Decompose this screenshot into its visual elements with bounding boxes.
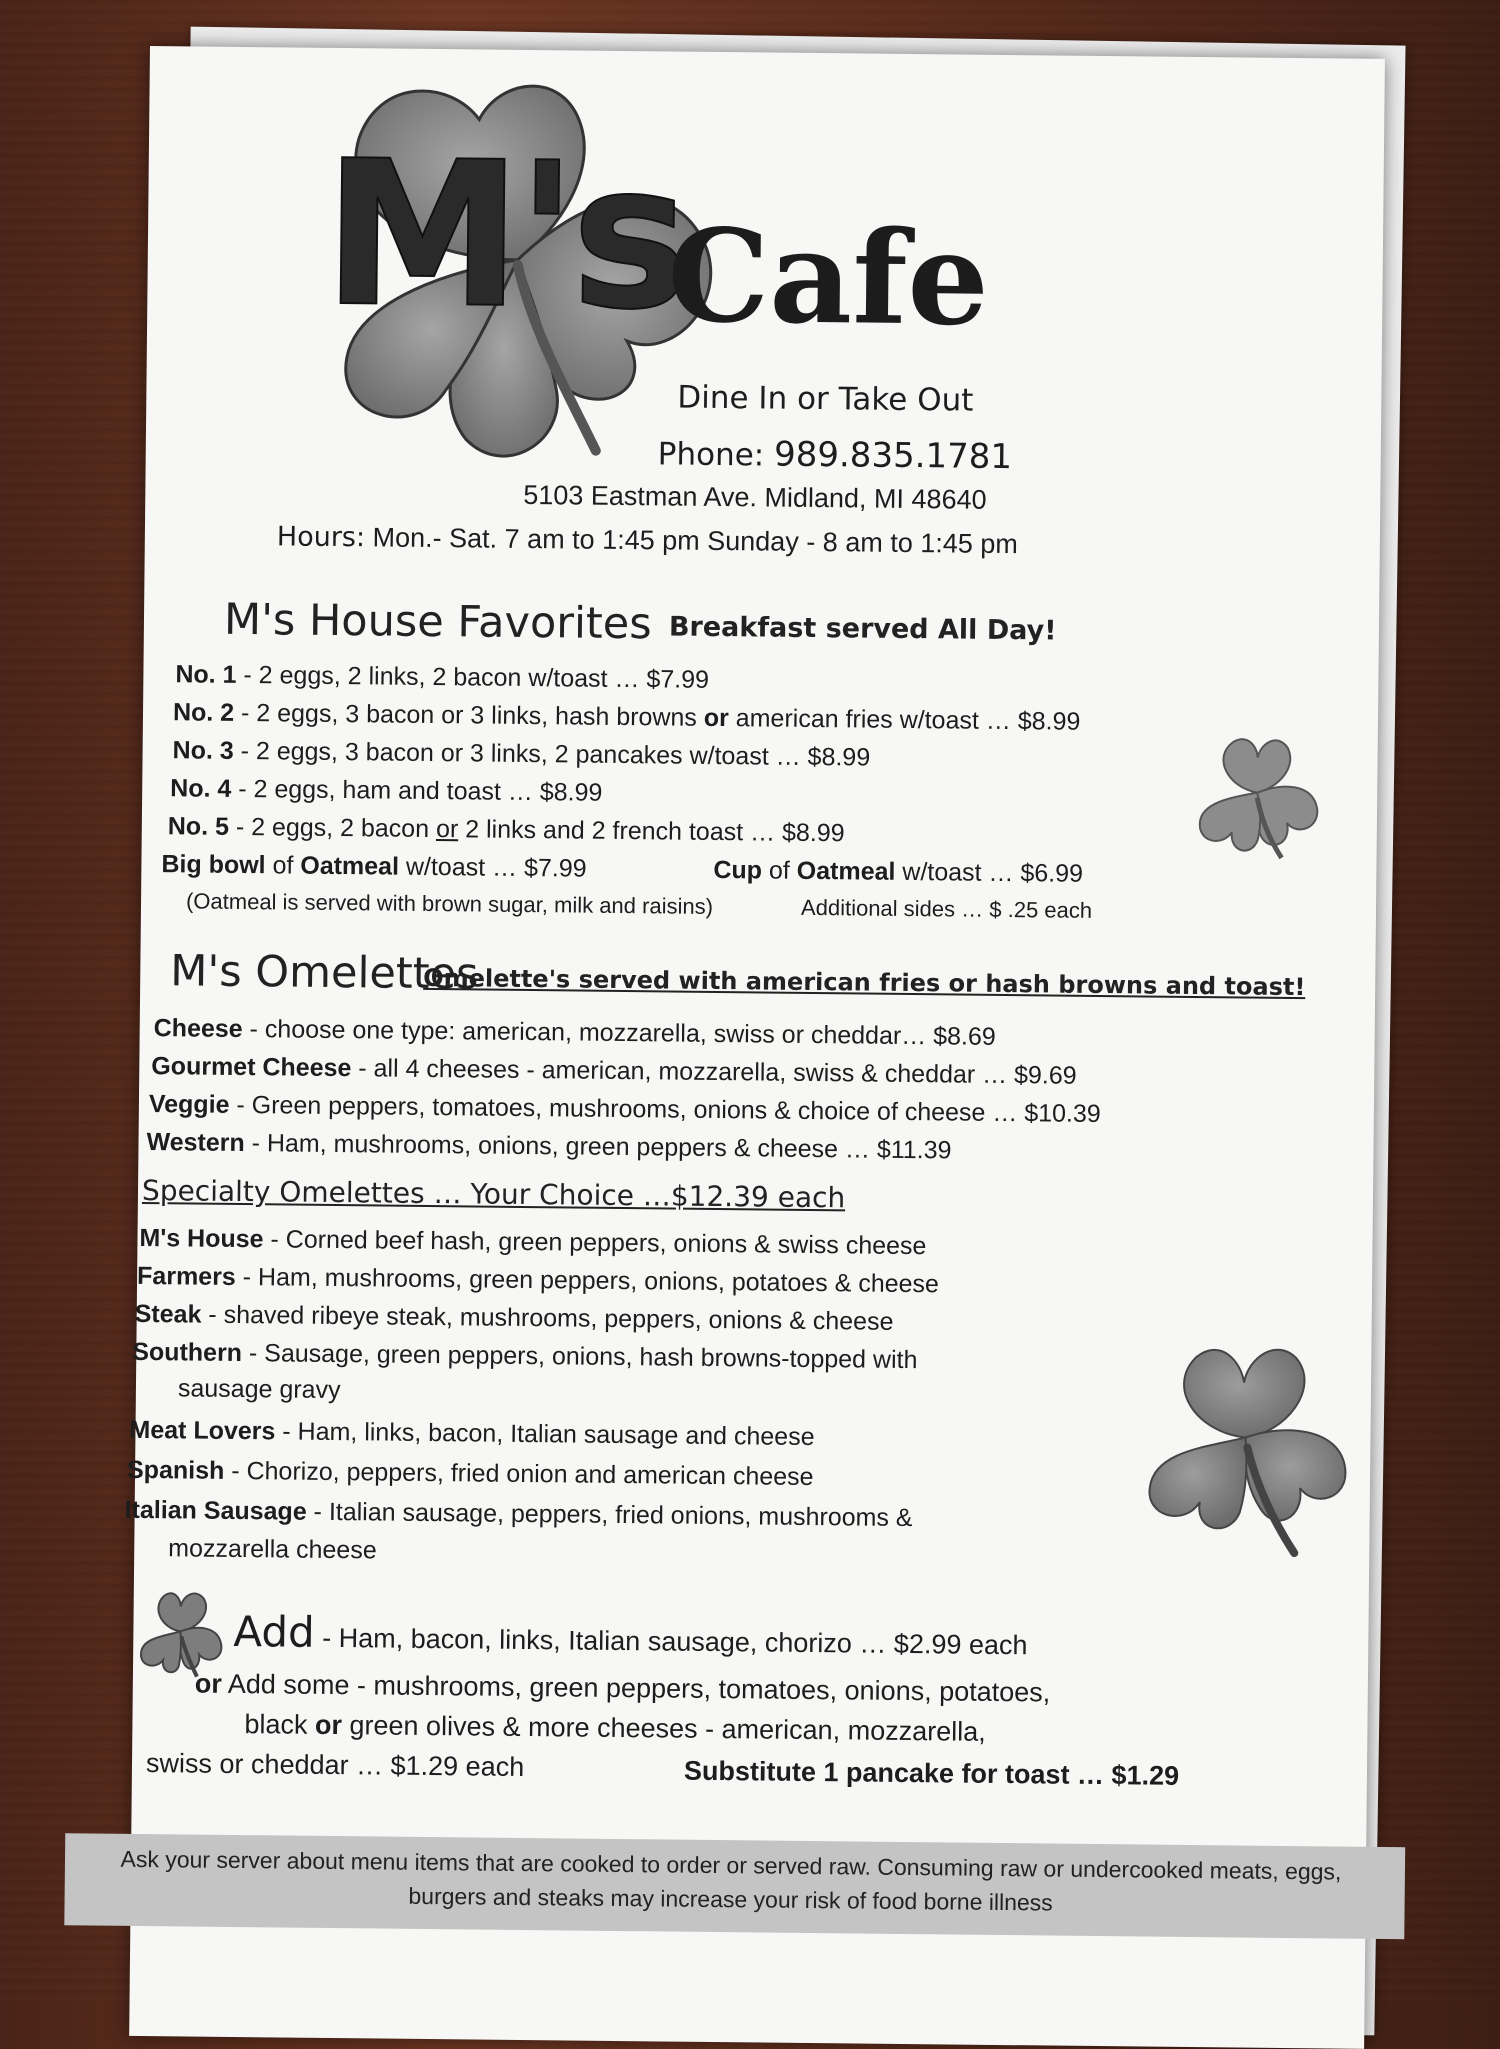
specialty-item-5: Meat Lovers - Ham, links, bacon, Italian sausage and cheese [129, 1415, 815, 1452]
specialty-item-4b: sausage gravy [177, 1374, 341, 1405]
specialty-item-7b: mozzarella cheese [168, 1534, 377, 1565]
omelette-item-2: Gourmet Cheese - all 4 cheeses - american, mozzarella, swiss & cheddar … $9.69 [151, 1052, 1077, 1090]
substitute-line: Substitute 1 pancake for toast … $1.29 [683, 1755, 1180, 1791]
warning-text: Ask your server about menu items that are cooked to order or served raw. Consuming raw or undercooked meats, eggs, burgers and steaks may increase your risk of food borne illness [120, 1845, 1342, 1916]
specialty-item-6: Spanish - Chorizo, peppers, fried onion and american cheese [126, 1455, 814, 1492]
hours-text: Mon.- Sat. 7 am to 1:45 pm Sunday - 8 am to 1:45 pm [372, 522, 1019, 560]
specialty-item-7: Italian Sausage - Italian sausage, peppers, fried onions, mushrooms & [124, 1495, 913, 1533]
olives-line: black or green olives & more cheeses - american, mozzarella, [244, 1709, 986, 1747]
breakfast-note: Breakfast served All Day! [668, 611, 1057, 647]
specialty-item-1: M's House - Corned beef hash, green peppers, onions & swiss cheese [139, 1223, 927, 1261]
add-some-line: or Add some - mushrooms, green peppers, tomatoes, onions, potatoes, [194, 1668, 1051, 1708]
add-line: Add - Ham, bacon, links, Italian sausage, chorizo … $2.99 each [233, 1606, 1028, 1661]
sides-note: Additional sides … $ .25 each [800, 894, 1093, 923]
clover-icon-large [1124, 1336, 1366, 1559]
omelette-item-3: Veggie - Green peppers, tomatoes, mushrooms, onions & choice of cheese … $10.39 [148, 1090, 1101, 1129]
oatmeal-note: (Oatmeal is served with brown sugar, milk and raisins) [185, 888, 714, 919]
logo-text: M's [321, 117, 686, 355]
specialty-item-2: Farmers - Ham, mushrooms, green peppers, onions, potatoes & cheese [136, 1261, 940, 1299]
add-label: Add [233, 1606, 315, 1657]
specialty-title: Specialty Omelettes … Your Choice …$12.39 each [141, 1173, 846, 1215]
tagline: Dine In or Take Out [677, 379, 974, 419]
specialty-item-3: Steak - shaved ribeye steak, mushrooms, peppers, onions & cheese [134, 1299, 894, 1336]
omelette-item-4: Western - Ham, mushrooms, onions, green peppers & cheese … $11.39 [146, 1128, 952, 1165]
address: 5103 Eastman Ave. Midland, MI 48640 [523, 479, 987, 515]
menu-sheet [120, 46, 1385, 2049]
clover-icon [1181, 727, 1332, 869]
cafe-title: Cafe [666, 201, 990, 355]
favorite-item-2: No. 2 - 2 eggs, 3 bacon or 3 links, hash browns or american fries w/toast … $8.99 [172, 698, 1081, 736]
favorites-title: M's House Favorites [223, 594, 652, 650]
favorite-item-5: No. 5 - 2 eggs, 2 bacon or 2 links and 2 french toast … $8.99 [167, 812, 845, 848]
favorite-item-1: No. 1 - 2 eggs, 2 links, 2 bacon w/toast … $7.99 [175, 660, 710, 694]
oatmeal-cup: Cup of Oatmeal w/toast … $6.99 [713, 855, 1084, 888]
clover-icon-small [133, 1586, 229, 1682]
phone-line [658, 433, 1013, 477]
phone-label: Phone: [657, 436, 765, 474]
oatmeal-big: Big bowl of Oatmeal w/toast … $7.99 [161, 850, 587, 883]
phone-number: 989.835.1781 [773, 434, 1013, 478]
omelettes-title: M's Omelettes [170, 946, 479, 1000]
favorite-item-4: No. 4 - 2 eggs, ham and toast … $8.99 [170, 774, 603, 807]
hours-label: Hours: [276, 521, 366, 554]
cheese-price-line: swiss or cheddar … $1.29 each [145, 1748, 525, 1783]
favorite-item-3: No. 3 - 2 eggs, 3 bacon or 3 links, 2 pancakes w/toast … $8.99 [172, 736, 871, 772]
hours-line [277, 521, 1018, 560]
specialty-item-4: Southern - Sausage, green peppers, onions, hash browns-topped with [132, 1337, 918, 1375]
omelettes-note: Omelette's served with american fries or hash browns and toast! [423, 963, 1306, 1002]
omelette-item-1: Cheese - choose one type: american, mozzarella, swiss or cheddar… $8.69 [153, 1014, 996, 1051]
